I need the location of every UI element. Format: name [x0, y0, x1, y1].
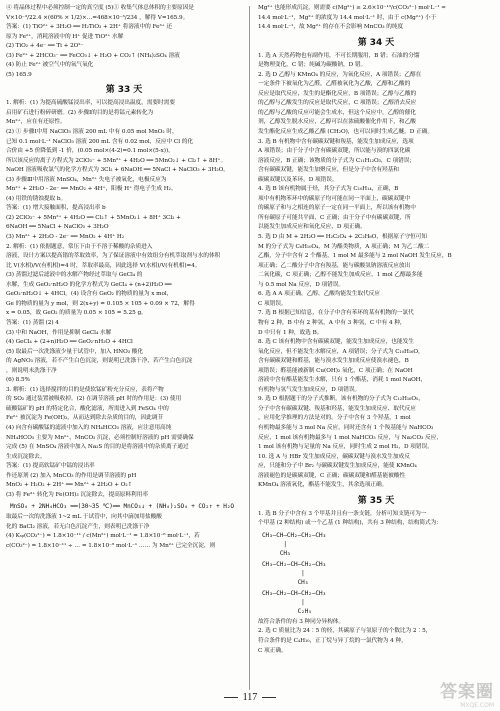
text-line: ④ 将晶体过程中必须控制一定的真空度 (5)① 收集气体总体积的主要原因是: [6, 5, 194, 11]
text-line: 答案：(1) 提高软锰矿中锰的浸出率: [6, 463, 95, 470]
text-line: 溶液中含有酯基能发生水解，只有 1 个酯基，消耗 1 mol NaOH，: [258, 377, 427, 384]
section-day-33-heading: 第 33 天: [105, 85, 143, 96]
text-line: 反应是取代反应，发生的是酯化反应，B 项错误；乙醇与乙酸的: [258, 90, 417, 97]
text-line: D 中只有 1 种，故选 B。: [258, 329, 323, 336]
text-line: (5) 165.9: [6, 71, 32, 78]
text-line: 9. 选 D 根据题干的分子式推断，该有机物的分子式为 C₁₂H₁₆O₅，: [258, 396, 424, 403]
text-line: V×10⁻³/22.4 ×(60% × 1/2)×…=468×10⁻³/234 ，解得 V=165.9。: [6, 14, 189, 21]
page-number: 117: [242, 692, 258, 703]
text-line: 碳碳双键以及苯环，D 项错误。: [258, 176, 338, 183]
text-line: 答案：(1) TiO²⁺ + 3H₂O ══ H₂TiO₃ + 2H⁺ 将溶液中的 Fe³⁺ 还: [6, 24, 173, 31]
text-line: 1 mol 该有机物与足量的 Na 反应，同时生成 2 mol H₂，D 项错误。: [258, 444, 433, 451]
text-line: (3) 蒸馏过滤后滤液中的水解产物经过萃取与 GeCl₄ 的: [6, 272, 143, 279]
footer-rule-right: [262, 697, 276, 698]
column-divider: [249, 6, 250, 690]
text-line: (3) 步骤Ⅲ中用溶液 MnSO₄，Mn²⁺ 失电子被氧化，电极反应为: [6, 176, 167, 183]
text-line: c(CO₃²⁻) = 1.8×10⁻¹¹ ÷ … = 1.8×10⁻⁶ mol·L⁻¹ …… 为 Mn²⁺ 已完全沉淀，则: [6, 542, 216, 549]
text-line: ，则说明未洗涤干净: [6, 367, 57, 374]
text-line: 1. 选 B 分子中含有 3 个甲基并且有一条支链，分析可知支链可为一: [258, 510, 427, 517]
text-line: 溶液褪色的是碳碳双键，C 正确；碳碳双键和醛基能被酸性: [258, 472, 405, 479]
text-line: Fe²⁺ 被沉淀为 Fe(OH)₃，从而达到除去杂质的目的，因此调节: [6, 415, 163, 422]
text-line: A 项错误；由于分子中含有碳碳双键，所以能与溴的四氯化碳: [258, 148, 411, 155]
text-line: (4) 防止 Fe²⁺ 被空气中的氧气氧化: [6, 62, 94, 69]
text-line: 作还原剂 (2) 加入 MnCO₃ 的作用是调节溶液的 pH: [6, 472, 137, 479]
text-line: 4. 选 B 该有机物属于烃，其分子式为 C₁₀H₁₄，正确，B: [258, 186, 399, 193]
text-line: 与 0.5 mol Na 反应，D 项错误。: [258, 281, 345, 288]
watermark-logo: [440, 677, 494, 709]
text-line: 合价由 +5 价降低到 -1 价，(0.05 mol×(4-2)=0.1 mol×(5-x))，: [6, 148, 174, 155]
text-line: KMnO₄ 溶液氧化，酯基不能发生，其余选项正确。: [258, 482, 388, 489]
text-line: 1. 选 A 天然药物也有副作用，不可长期服用，B 错；石油的分馏: [258, 52, 420, 59]
text-line: 已知 0.1 mol·L⁻¹ NaClO₃ 溶液 200 mL 含有 0.02 mol，反应中 Cl 的化: [6, 138, 194, 145]
text-line: M 的分子式为 C₆H₁₀O₄，M 为酯类物质，A 项正确；M 为乙二酸二: [258, 243, 430, 250]
text-line: (3) Mn²⁺ + 2H₂O - 2e⁻ ══ MnO₂ + 4H⁺ H₂: [6, 234, 125, 241]
text-line: (2) ① 步骤Ⅰ中用 NaClO₃ 溶液 200 mL 中有 0.05 mol MnO₂ 时，: [6, 129, 178, 136]
structure-formula-1: CH₃—CH—CH₂—CH₂—CH₃ | CH₃: [262, 531, 327, 557]
text-line: (4) 向含有碳酸锰的滤液中加入的 NH₄HCO₃ 溶液，应注意用高纯: [6, 424, 172, 431]
text-line: NH₄HCO₃ 主要为 Mn²⁺、MnCO₃ 沉淀，必须控制好溶液的 pH 需要确保: [6, 434, 194, 441]
day-34-solutions: [258, 52, 494, 491]
text-line: 答案：(1) 蒸馏 (2) 4: [6, 319, 59, 326]
text-line: 启用矿石进行粉碎研磨。(2) 步骤Ⅰ的目的是将锰元素转化为: [6, 109, 154, 116]
text-line: 3. 选 B 有机物中含有碳碳双键和羧基，能发生加成反应，选项: [258, 138, 414, 145]
left-top-answers: [6, 4, 242, 80]
watermark-text: 答案圈: [440, 682, 494, 702]
structure-formula-2: CH₃—CH₂—CH—CH₂—CH₃ | CH₃: [262, 560, 327, 586]
text-line: 3. 解析：(1) 选择搅拌的目的是使软锰矿粉充分反应，表将产物: [6, 386, 164, 393]
text-line: 含有碳碳双键和醛基，能与溴水发生加成反应使溴水褪色，B: [258, 358, 409, 365]
text-line: Mn²⁺ + 2H₂O - 2e⁻ ══ MnO₂ + 4H⁺，阳极 H⁺ 得电子生成 H₂。: [6, 186, 177, 193]
text-line: 以能发生加成反应和氧化反应，D 项正确。: [258, 224, 366, 231]
text-line: 是物理变化，C 错；纯碱为碳酸钠，D 错。: [258, 62, 367, 69]
text-line: C 项错误。: [258, 300, 287, 307]
text-line: 7. 选 B 根据已知信息，在分子中含有苯环的某有机物的一氯代: [258, 310, 414, 317]
watermark-url: MXQE.COM: [460, 702, 494, 709]
text-line: (3) 将 Fe³⁺ 转化为 Fe(OH)₃ 沉淀除去，提高原料利用率: [6, 491, 148, 498]
text-line: 化的 BaCl₂ 溶液，若无白色沉淀产生，则表明已洗涤干净: [6, 523, 150, 530]
section-day-34-heading: 第 34 天: [357, 37, 395, 48]
text-line: 的乙醇与乙酸的反应可能会生成水，但这个反应中，乙醇的催化: [258, 109, 416, 116]
text-line: MnO₂ + H₂O₂ + 2H⁺ ══ Mn²⁺ + 2H₂O + O₂↑: [6, 482, 133, 489]
text-line: Mg²⁺ 也能形成沉淀，则需要 c(Mg²⁺) ≥ 2.6×10⁻¹³/c(CO₃²⁻) mol·L⁻¹ ≈: [258, 5, 446, 11]
text-line: Mn²⁺，应在有还原性。: [6, 119, 66, 126]
text-line: Ge 的物质的量为 y mol，则 2(x+y) = 0.105 × 105 + 0.09 × 72，解得: [6, 300, 195, 307]
day-35-solutions: [258, 510, 494, 529]
text-line: 取最后一次的洗涤液 1~2 mL 于试管中，向其中滴加用盐酸酸: [6, 514, 162, 521]
text-line: (2) 2ClO₃⁻ + 5Mn²⁺ + 4H₂O ══ Cl₂↑ + 5MnO₂↓ + 8H⁺ 3Cl₂ +: [6, 214, 181, 221]
text-line: 6NaOH ══ 5NaCl + NaClO₃ + 3H₂O: [6, 224, 109, 231]
text-line: (6) 8.5%: [6, 377, 30, 384]
text-line: 1. 解析：(1) 为提高硫酸锰浸出率，可以提高浸出温度，需要时需要: [6, 100, 175, 107]
text-line: 一定条件下被氧化为乙醛，乙醛被氧化为乙酸，乙醇和乙酸的: [258, 81, 411, 88]
text-line: 应，只能和分子中 Br₂ 与碳碳双键发生加成反应，能使 KMnO₄: [258, 463, 417, 470]
text-line: 2. 选 D 乙醇与 KMnO₄ 的反应，为氧化反应，A 项错误；乙醇在: [258, 71, 422, 78]
text-line: 14.4 mol·L⁻¹，Mg²⁺ 的浓度为 14.4 mol·L⁻¹ 时，由于 c(Mg²⁺) 小于: [258, 14, 437, 21]
text-line: 项中有机物苯环中的碳原子均可能在同一平面上，碳碳双键中: [258, 195, 411, 202]
text-line: 符合条件的是 C₄H₁₀，正丁烷与异丁烷的一氯代物为 4 种，: [258, 637, 407, 644]
text-line: (2) TiO₂ + 4e⁻ ══ Ti + 2O²⁻: [6, 43, 84, 50]
right-top-continuation: [258, 4, 494, 33]
text-line: 有机物与氢气发生加成反应，D 项错误。: [258, 386, 361, 393]
footer-rule-left: [224, 697, 238, 698]
text-line: 物有 2 种，B 中有 2 种氢，A 中有 3 种氢，C 中有 4 种，: [258, 319, 406, 326]
section-day-35-heading: 第 35 天: [357, 495, 395, 506]
text-line: (4) 用铁的锈蚀提取 b。: [6, 195, 67, 202]
text-line: (4) GeCl₄ + (2+n)H₂O ══ GeO₂·nH₂O + 4HCl: [6, 339, 133, 346]
text-line: 2. 解析：(1) 依据题意，常压下由于不溶于稀酸的杂质进入: [6, 243, 153, 250]
text-line: 有机物最多能与 3 mol Na 反应，同时还含有 1 个羧基能与 NaHCO₃: [258, 424, 434, 431]
day-33-tail: [6, 513, 242, 551]
text-line: 的碳原子和与之相连的原子一定在同一平面上，所以该有机物中: [258, 205, 416, 212]
text-line: 8. 选 C 该有机物中含有碳碳双键，能发生加成反应，也能发生: [258, 339, 414, 346]
text-line: GeO₂·nH₂O↓ + 4HCl。(4) 设含有 GeO₂ 的物质的量为 x mol，: [6, 291, 173, 298]
text-line: C 项正确。: [258, 647, 287, 654]
text-line: 项正确；乙二酸分子中含有羧基，能与碳酸氢钠溶液反应放出: [258, 262, 411, 269]
text-line: 的 SO₂ 通过装置被吸收掉。(2) 在调节溶液 pH 时的作用是：(3) 使用: [6, 396, 182, 403]
text-line: 氧化反应，但不能发生水解反应，A 项错误；分子式为 C₁₀H₁₆O，: [258, 348, 424, 355]
text-line: 乙酯，分子中含有 2 个酯基，1 mol M 最多能与 2 mol NaOH 发生反应，B: [258, 253, 452, 260]
day-35-tail: [258, 618, 494, 656]
structure-formula-3: CH₃—CH₂—CH—CH₂—CH₃ | C₂H₅: [262, 589, 327, 615]
text-line: 故符合条件的有 3 种同分异构体。: [258, 618, 345, 625]
text-line: NaOH 溶液吸收氯气的化学方程式为 3Cl₂ + 6NaOH ══ 5NaCl + NaClO₃ + 3H₂O。: [6, 167, 229, 174]
text-line: 完成 (5) 在 MnSO₄ 溶液中加入 Na₂S 的目的是将溶液中的杂质离子通过: [6, 444, 189, 451]
text-line: 溶液，设计方案以提高锗的萃取效率，为了保证溶液中有效组分有机萃取剂与水的体积: [6, 253, 221, 260]
text-line: 比 V(水相)/V(有机相)=4 时，萃取率最高，因此选择 V(水相)/V(有机相)=4。: [6, 262, 201, 269]
text-line: 2. 选 C 质量比为 24∶5 的烃，其碳原子与氢原子的个数比为 2∶5，: [258, 628, 432, 635]
text-line: (3) 中和 NaOH，作用是抑制 GeCl₄ 水解: [6, 329, 112, 336]
text-line: 生成沉淀除去。: [6, 453, 46, 460]
text-line: 答案：(1) 增大接触面积，提高浸出率 b: [6, 205, 106, 212]
chemical-equation: MnSO₄ + 2NH₄HCO₃ ══(30~35 ℃)══ MnCO₃↓ + (NH₄)₂SO₄ + CO₂↑ + H₂O: [10, 503, 234, 511]
text-line: 溶液反应，B 正确；该物质的分子式为 C₁₁H₁₂O₃，C 项错误；: [258, 157, 416, 164]
text-line: 的 AgNO₃ 溶液，若不产生白色沉淀，则说明已洗涤干净，若产生白色沉淀: [6, 358, 193, 365]
text-line: 硫酸锰矿的 pH 的特定化合，酸化滤液，所需进入到 FeSO₄ 中的: [6, 405, 169, 412]
text-line: 14.4 mol·L⁻¹，故 Mg²⁺ 的存在不会影响 MnCO₃ 的纯度: [258, 24, 404, 31]
text-line: 含有碳碳双键，能发生加聚反应，但是分子中含有羟基和: [258, 167, 399, 174]
text-line: ，应用化学推理的方法是对的。分子中含有 3 个羟基，1 mol: [258, 415, 411, 422]
text-line: x = 0.05，故 GeO₂ 的质量为 0.05 × 105 = 5.25 g。: [6, 310, 147, 317]
page-number-footer: [0, 692, 500, 703]
text-line: 所以该反应的离子方程式为 2ClO₃⁻ + 5Mn²⁺ + 4H₂O ══ 5MnO₂↓ + Cl₂↑ + 8H⁺。: [6, 157, 227, 164]
text-line: (4) Kₛₚ(CO₃²⁻) = 1.8×10⁻¹¹ / c(Mn²⁺) mol·L⁻¹ = 1.8×10⁻⁶ mol·L⁻¹，若: [6, 533, 200, 540]
day-33-solutions: [6, 99, 242, 500]
text-line: 发生酯化反应生成乙酸乙酯 (CH₂O)，也可以同时生成乙醚，D 正确。: [258, 129, 433, 136]
text-line: (5) 取最后一次洗涤液少量于试管中，加入 HNO₃ 酸化: [6, 348, 143, 355]
text-line: 6. 选 A A 项正确，乙醇、乙酸均能发生取代反应: [258, 291, 380, 298]
text-line: 10. 选 A 与 HBr 发生加成反应，碳碳双键与溴水发生加成反: [258, 453, 410, 460]
right-column: [258, 4, 494, 656]
text-line: 项错误；醛基能被新制 Cu(OH)₂ 氧化，C 项正确；在 NaOH: [258, 367, 413, 374]
text-line: 所有碳原子可能共平面，C 正确；由于分子中有碳碳双键，所: [258, 214, 411, 221]
text-line: 的乙醇与乙酸发生的反应是取代反应，C 项错误；乙醇消去反应: [258, 100, 417, 107]
text-line: 分子中含有碳碳双键、羧基和羟基，能发生加成反应、取代反应: [258, 405, 416, 412]
text-line: 二氧化碳，C 项正确；乙醇不能发生加成反应，1 mol 乙醇最多能: [258, 272, 423, 279]
text-line: 个甲基 (2 种结构) 或一个乙基 (1 种结构)，共有 3 种结构，结构简式为：: [258, 520, 442, 527]
left-column: [6, 4, 242, 552]
text-line: (3) Fe²⁺ + 2HCO₃⁻ ══ FeCO₃↓ + H₂O + CO₂↑ (NH₄)₂SO₄ 溶液: [6, 52, 180, 59]
text-line: 水解，生成 GeO₂·nH₂O 的化学方程式为 GeCl₄ + (n+2)H₂O ══: [6, 281, 172, 288]
text-line: 剂，乙醇发生脱水反应，乙醇可以在浓硫酸催化作用下，和乙酸: [258, 119, 416, 126]
text-line: 原为 Fe²⁺，消耗溶液中的 H⁺ 促进 TiO²⁺ 水解: [6, 33, 124, 40]
text-line: 反应，1 mol 该有机物最多与 1 mol NaHCO₃ 反应，与 Na₂CO₃ 反应，: [258, 434, 442, 441]
text-line: 5. 选 D 由 M + 2H₂O ══ H₂C₂O₄ + 2C₂H₆O，根据原子守恒可知: [258, 234, 428, 241]
